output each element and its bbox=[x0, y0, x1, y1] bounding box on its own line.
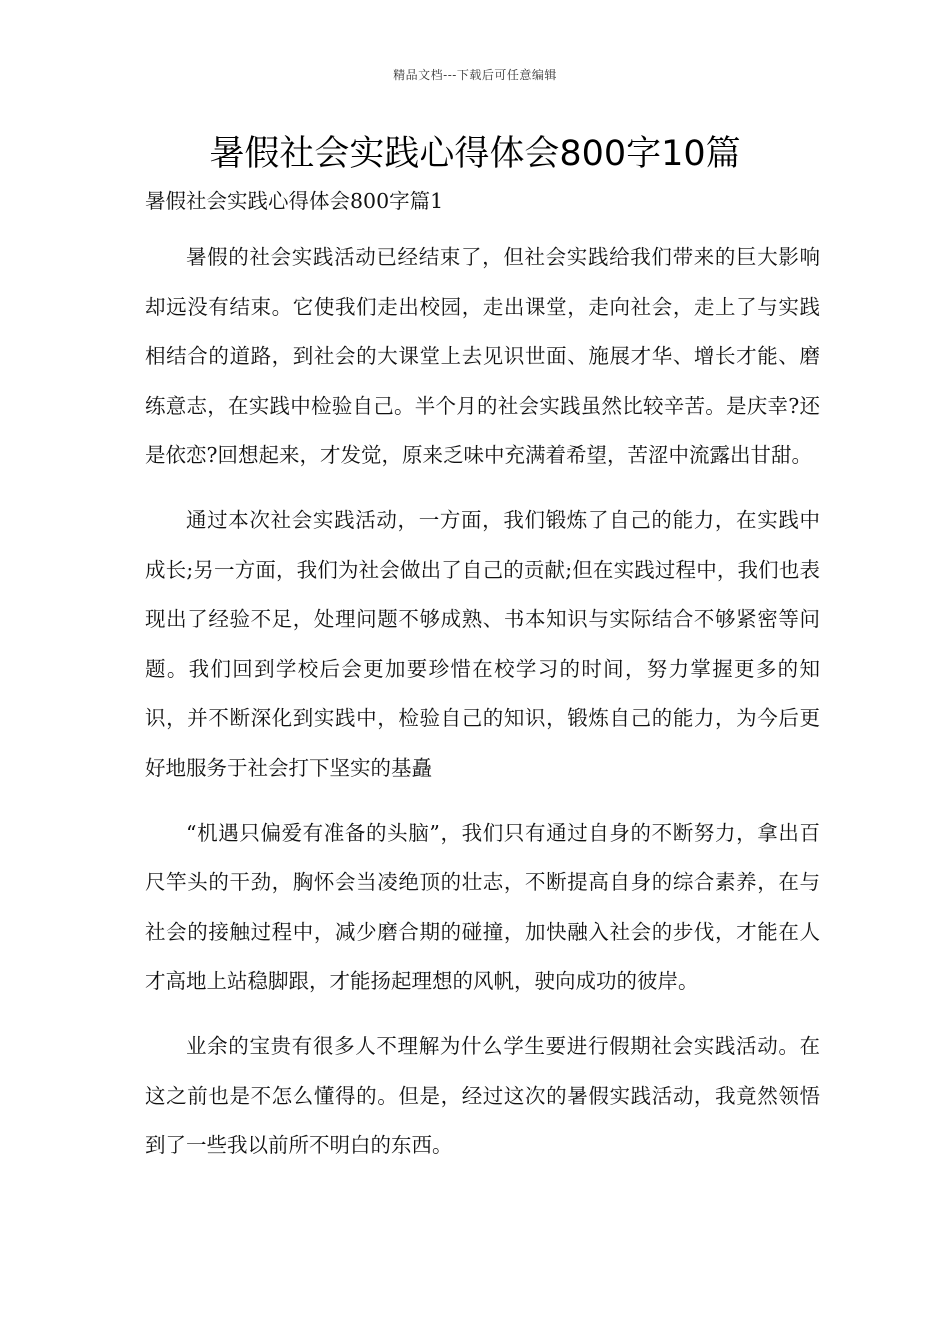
header-note: 精品文档---下载后可任意编辑 bbox=[393, 68, 557, 82]
paragraph-3: “机遇只偏爱有准备的头脑”，我们只有通过自身的不断努力，拿出百尺竿头的干劲，胸怀会当凌绝顶的壮志，不断提高自身的综合素养，在与社会的接触过程中，减少磨合期的碰撞，加快融入社会的步伐，才能在人才高地上站稳脚跟，才能扬起理想的风帆，驶向成功的彼岸。 bbox=[145, 820, 820, 994]
section-subheading: 暑假社会实践心得体会800字篇1 bbox=[145, 189, 444, 213]
document-body bbox=[145, 184, 820, 1171]
paragraph-4: 业余的宝贵有很多人不理解为什么学生要进行假期社会实践活动。在这之前也是不怎么懂得的。但是，经过这次的暑假实践活动，我竟然领悟到了一些我以前所不明白的东西。 bbox=[145, 1033, 820, 1158]
paragraph-1: 暑假的社会实践活动已经结束了，但社会实践给我们带来的巨大影响却远没有结束。它使我们走出校园，走出课堂，走向社会，走上了与实践相结合的道路，到社会的大课堂上去见识世面、施展才华、增长才能、磨练意志，在实践中检验自己。半个月的社会实践虽然比较辛苦。是庆幸?还是依恋?回想起来，才发觉，原来乏味中充满着希望，苦涩中流露出甘甜。 bbox=[145, 245, 820, 468]
document-title: 暑假社会实践心得体会800字10篇 bbox=[209, 134, 741, 174]
paragraph-2: 通过本次社会实践活动，一方面，我们锻炼了自己的能力，在实践中成长;另一方面，我们为社会做出了自己的贡献;但在实践过程中，我们也表现出了经验不足，处理问题不够成熟、书本知识与实际结合不够紧密等问题。我们回到学校后会更加要珍惜在校学习的时间，努力掌握更多的知识，并不断深化到实践中，检验自己的知识，锻炼自己的能力，为今后更好地服务于社会打下坚实的基矗 bbox=[145, 507, 820, 780]
